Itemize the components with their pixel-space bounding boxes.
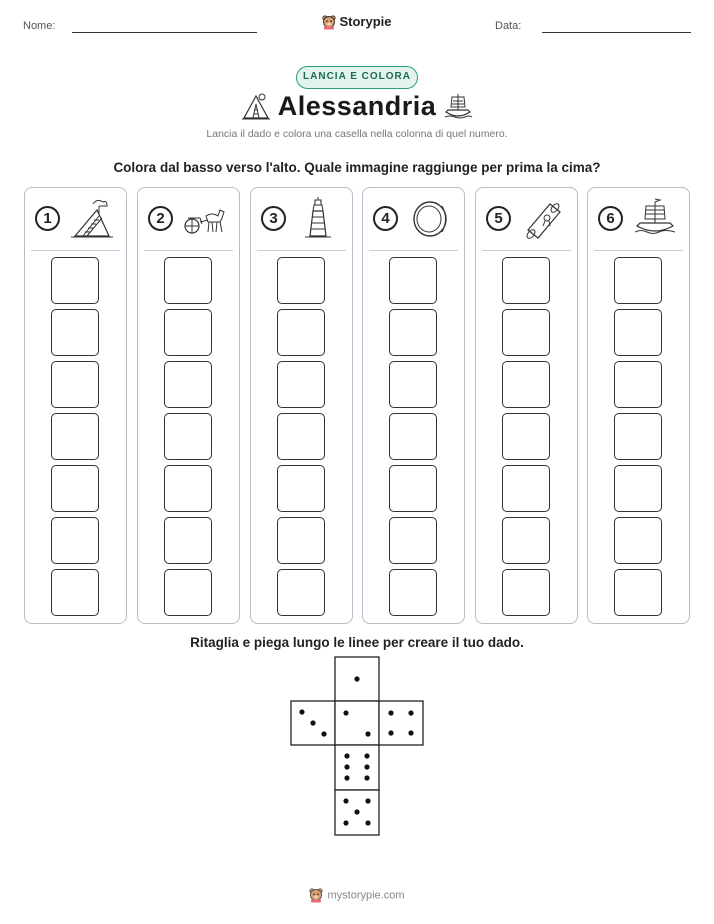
column-6 [587, 187, 690, 624]
brand-name: Storypie [339, 14, 392, 29]
column-divider [257, 250, 346, 251]
papyrus-scroll-icon [520, 196, 566, 242]
color-box[interactable] [51, 309, 99, 356]
instruction-question: Colora dal basso verso l'alto. Quale immagine raggiunge per prima la cima? [113, 160, 601, 175]
color-box[interactable] [51, 361, 99, 408]
color-box[interactable] [614, 309, 662, 356]
color-box[interactable] [502, 257, 550, 304]
column-number: 3 [261, 206, 286, 231]
color-box[interactable] [614, 465, 662, 512]
lighthouse-icon [295, 196, 341, 242]
column-number: 1 [35, 206, 60, 231]
color-box[interactable] [164, 309, 212, 356]
color-box[interactable] [277, 361, 325, 408]
color-box[interactable] [389, 309, 437, 356]
column-number: 6 [598, 206, 623, 231]
color-box[interactable] [389, 257, 437, 304]
dice-pip [388, 710, 393, 715]
color-box[interactable] [614, 517, 662, 564]
dice-face-6 [335, 745, 379, 790]
sailing-ship-icon [632, 196, 678, 242]
color-box[interactable] [164, 569, 212, 616]
dice-pip [354, 676, 359, 681]
dice-pip [364, 775, 369, 780]
color-box[interactable] [277, 257, 325, 304]
dice-pip [344, 764, 349, 769]
date-line[interactable] [542, 32, 691, 33]
dice-pip [343, 820, 348, 825]
cut-instructions: Ritaglia e piega lungo le linee per creare il tuo dado. [190, 635, 524, 650]
color-box[interactable] [277, 413, 325, 460]
color-box[interactable] [502, 309, 550, 356]
name-label: Nome: [23, 20, 56, 32]
coin-icon [407, 196, 453, 242]
dice-pip [321, 731, 326, 736]
ship-title-icon [442, 90, 474, 122]
color-box[interactable] [277, 517, 325, 564]
dice-pip [365, 798, 370, 803]
column-divider [144, 250, 233, 251]
color-box[interactable] [164, 257, 212, 304]
dice-pip [299, 709, 304, 714]
column-number: 4 [373, 206, 398, 231]
dice-pip [365, 731, 370, 736]
column-divider [31, 250, 120, 251]
column-2 [137, 187, 240, 624]
column-1 [24, 187, 127, 624]
dice-pip [354, 809, 359, 814]
color-box[interactable] [502, 517, 550, 564]
column-divider [594, 250, 683, 251]
dice-pip [364, 753, 369, 758]
horse-chariot-icon [182, 196, 228, 242]
dice-net [290, 656, 425, 836]
color-box[interactable] [51, 465, 99, 512]
color-box[interactable] [389, 517, 437, 564]
dice-pip [365, 820, 370, 825]
color-box[interactable] [277, 309, 325, 356]
name-line[interactable] [72, 32, 257, 33]
column-4 [362, 187, 465, 624]
color-box[interactable] [389, 465, 437, 512]
color-box[interactable] [164, 517, 212, 564]
footer [0, 888, 714, 903]
color-box[interactable] [51, 257, 99, 304]
color-box[interactable] [277, 569, 325, 616]
brand-logo [0, 14, 714, 30]
page-subtitle: Lancia il dado e colora una casella nella colonna di quel numero. [206, 128, 508, 140]
color-box[interactable] [389, 569, 437, 616]
color-box[interactable] [614, 361, 662, 408]
color-box[interactable] [502, 569, 550, 616]
color-box[interactable] [502, 361, 550, 408]
activity-badge: LANCIA E COLORA [296, 66, 418, 89]
column-divider [369, 250, 458, 251]
date-label: Data: [495, 20, 522, 32]
color-box[interactable] [389, 361, 437, 408]
color-box[interactable] [51, 517, 99, 564]
color-box[interactable] [389, 413, 437, 460]
dice-pip [344, 775, 349, 780]
column-3 [250, 187, 353, 624]
color-box[interactable] [51, 569, 99, 616]
dice-pip [310, 720, 315, 725]
dice-pip [344, 753, 349, 758]
color-box[interactable] [614, 257, 662, 304]
column-5 [475, 187, 578, 624]
color-box[interactable] [502, 465, 550, 512]
dice-pip [408, 710, 413, 715]
dice-face-4 [379, 701, 423, 745]
color-box[interactable] [164, 361, 212, 408]
page-title: Alessandria [277, 91, 437, 121]
color-box[interactable] [614, 413, 662, 460]
dice-pip [343, 798, 348, 803]
column-number: 5 [486, 206, 511, 231]
column-number: 2 [148, 206, 173, 231]
color-box[interactable] [277, 465, 325, 512]
dice-pip [408, 730, 413, 735]
dice-pip [343, 710, 348, 715]
color-box[interactable] [51, 413, 99, 460]
color-box[interactable] [614, 569, 662, 616]
bear-logo-icon [322, 15, 336, 30]
dice-pip [388, 730, 393, 735]
dice-pip [364, 764, 369, 769]
color-box[interactable] [164, 465, 212, 512]
column-divider [482, 250, 571, 251]
bear-logo-icon [309, 888, 323, 903]
footer-url[interactable]: mystorypie.com [327, 889, 405, 902]
pyramid-stairs-icon [69, 196, 115, 242]
color-box[interactable] [164, 413, 212, 460]
dice-face-center [335, 701, 379, 745]
color-box[interactable] [502, 413, 550, 460]
